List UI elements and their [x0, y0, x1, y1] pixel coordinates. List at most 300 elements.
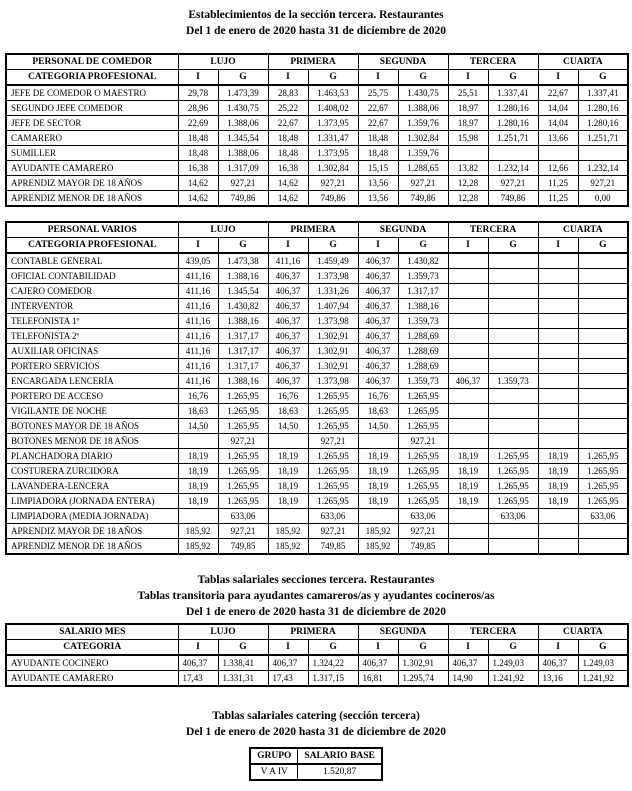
value-cell: 1.430,82: [218, 299, 268, 314]
value-cell: 1.388,16: [398, 299, 448, 314]
value-cell: 12,66: [538, 161, 578, 176]
page-title: Establecimientos de la sección tercera. Restaurantes: [188, 9, 444, 21]
value-cell: 927,21: [308, 434, 358, 449]
value-cell: 749,85: [398, 539, 448, 555]
group-header-cell: CUARTA: [538, 624, 628, 640]
row-label-cell: AYUDANTE CAMARERO: [6, 671, 178, 687]
subcol-header-cell: G: [398, 640, 448, 656]
value-cell: 22,67: [538, 85, 578, 101]
table-row: [6, 404, 628, 419]
row-label-cell: CONTABLE GENERAL: [6, 253, 178, 269]
value-cell: 18,19: [358, 494, 398, 509]
value-cell: [538, 434, 578, 449]
table-row: [6, 539, 628, 555]
row-label-cell: PORTERO SERVICIOS: [6, 359, 178, 374]
value-cell: [488, 419, 538, 434]
table-row: [6, 389, 628, 404]
value-cell: 1.337,41: [488, 85, 538, 101]
value-cell: 749,86: [488, 191, 538, 207]
value-cell: [448, 524, 488, 539]
value-cell: 1.373,98: [308, 374, 358, 389]
row-label-cell: SEGUNDO JEFE COMEDOR: [6, 101, 178, 116]
value-cell: 14,90: [448, 671, 488, 687]
value-cell: 18,97: [448, 101, 488, 116]
value-cell: 1.302,84: [308, 161, 358, 176]
value-cell: 1.232,14: [578, 161, 628, 176]
row-label-cell: INTERVENTOR: [6, 299, 178, 314]
value-cell: 927,21: [578, 176, 628, 191]
row-label-cell: AUXILIAR OFICINAS: [6, 344, 178, 359]
table-row: [6, 299, 628, 314]
value-cell: 406,37: [358, 284, 398, 299]
value-cell: 1.265,95: [308, 389, 358, 404]
table-row: [6, 449, 628, 464]
value-cell: [578, 524, 628, 539]
value-cell: 1.265,95: [308, 419, 358, 434]
value-cell: 22,67: [358, 116, 398, 131]
value-cell: 18,19: [178, 464, 218, 479]
value-cell: [578, 253, 628, 269]
value-cell: 14,62: [268, 176, 308, 191]
table-row: [6, 269, 628, 284]
value-cell: 1.280,16: [578, 101, 628, 116]
value-cell: [268, 434, 308, 449]
value-cell: [488, 524, 538, 539]
value-cell: 1.373,98: [308, 269, 358, 284]
value-cell: 633,06: [308, 509, 358, 524]
value-cell: 1.373,95: [308, 146, 358, 161]
value-cell: [488, 284, 538, 299]
value-cell: 411,16: [178, 359, 218, 374]
table-row: [6, 464, 628, 479]
value-cell: 12,28: [448, 176, 488, 191]
value-cell: 1.317,17: [218, 344, 268, 359]
value-cell: 1.388,06: [218, 116, 268, 131]
value-cell: 22,67: [358, 101, 398, 116]
value-cell: 14,50: [358, 419, 398, 434]
value-cell: [488, 404, 538, 419]
table-row: [6, 434, 628, 449]
group-header-cell: PRIMERA: [268, 222, 358, 238]
value-cell: 1.331,47: [308, 131, 358, 146]
table-row: [6, 101, 628, 116]
value-cell: 749,86: [218, 191, 268, 207]
row-label-cell: LIMPIADORA (MEDIA JORNADA): [6, 509, 178, 524]
value-cell: 411,16: [178, 329, 218, 344]
value-cell: [488, 299, 538, 314]
row-label-cell: CAMARERO: [6, 131, 178, 146]
value-cell: 406,37: [448, 374, 488, 389]
value-cell: 1.388,16: [218, 269, 268, 284]
value-cell: [448, 269, 488, 284]
value-cell: [538, 404, 578, 419]
table-row: [6, 524, 628, 539]
value-cell: 18,19: [358, 449, 398, 464]
value-cell: 927,21: [218, 176, 268, 191]
value-cell: 1.345,54: [218, 131, 268, 146]
value-cell: [488, 539, 538, 555]
value-cell: 1.280,16: [488, 101, 538, 116]
value-cell: [448, 404, 488, 419]
value-cell: 16,38: [268, 161, 308, 176]
category-header-cell: CATEGORIA: [6, 640, 178, 656]
value-cell: 1.265,95: [308, 404, 358, 419]
value-cell: 1.317,17: [218, 329, 268, 344]
subcol-header-cell: I: [178, 70, 218, 86]
value-cell: 18,19: [538, 479, 578, 494]
value-cell: 18,19: [268, 479, 308, 494]
table-row: [6, 85, 628, 101]
table-row: [6, 314, 628, 329]
value-cell: 633,06: [578, 509, 628, 524]
value-cell: [538, 359, 578, 374]
value-cell: 633,06: [398, 509, 448, 524]
table-row: [6, 374, 628, 389]
value-cell: 411,16: [178, 299, 218, 314]
value-cell: 28,83: [268, 85, 308, 101]
value-cell: 14,50: [268, 419, 308, 434]
value-cell: 406,37: [538, 655, 578, 671]
value-cell: 18,19: [538, 494, 578, 509]
value-cell: 12,28: [448, 191, 488, 207]
value-cell: [448, 299, 488, 314]
value-cell: [448, 389, 488, 404]
row-label-cell: JEFE DE COMEDOR O MAESTRO: [6, 85, 178, 101]
subcol-header-cell: G: [398, 70, 448, 86]
value-cell: 1.324,22: [308, 655, 358, 671]
value-cell: [578, 434, 628, 449]
value-cell: 1.520,87: [298, 764, 382, 780]
subcol-header-cell: I: [178, 640, 218, 656]
value-cell: 1.241,92: [488, 671, 538, 687]
value-cell: 18,97: [448, 116, 488, 131]
value-cell: 185,92: [268, 524, 308, 539]
value-cell: 1.338,41: [218, 655, 268, 671]
value-cell: 406,37: [178, 655, 218, 671]
value-cell: [578, 299, 628, 314]
value-cell: 1.388,16: [218, 374, 268, 389]
value-cell: 13,66: [538, 131, 578, 146]
value-cell: [488, 434, 538, 449]
value-cell: 18,48: [358, 131, 398, 146]
value-cell: 18,19: [538, 449, 578, 464]
value-cell: 927,21: [218, 434, 268, 449]
table-row: [6, 284, 628, 299]
value-cell: [538, 146, 578, 161]
category-header-cell: CATEGORIA PROFESIONAL: [6, 238, 178, 254]
value-cell: 18,63: [178, 404, 218, 419]
value-cell: 1.265,95: [218, 464, 268, 479]
value-cell: [578, 404, 628, 419]
value-cell: [578, 374, 628, 389]
value-cell: 1.359,73: [398, 269, 448, 284]
value-cell: [448, 329, 488, 344]
group-header-cell: LUJO: [178, 54, 268, 70]
header-row: [250, 748, 382, 764]
table-catering-grupo: [249, 747, 383, 781]
group-header-cell: CUARTA: [538, 222, 628, 238]
table-row: [6, 479, 628, 494]
value-cell: 406,37: [358, 359, 398, 374]
value-cell: V A IV: [250, 764, 298, 780]
group-header-cell: SEGUNDA: [358, 54, 448, 70]
value-cell: [178, 509, 218, 524]
value-cell: [538, 269, 578, 284]
group-header-cell: CUARTA: [538, 54, 628, 70]
value-cell: [538, 419, 578, 434]
value-cell: 1.265,95: [488, 449, 538, 464]
subcol-header-cell: G: [578, 70, 628, 86]
value-cell: 1.232,14: [488, 161, 538, 176]
value-cell: 1.359,76: [398, 146, 448, 161]
value-cell: [488, 253, 538, 269]
value-cell: 1.430,75: [218, 101, 268, 116]
value-cell: [578, 344, 628, 359]
section-heading-block: [5, 572, 627, 620]
value-cell: 1.317,17: [398, 284, 448, 299]
value-cell: [538, 374, 578, 389]
value-cell: 927,21: [398, 524, 448, 539]
value-cell: 633,06: [218, 509, 268, 524]
value-cell: 1.280,16: [578, 116, 628, 131]
value-cell: 29,78: [178, 85, 218, 101]
value-cell: [538, 253, 578, 269]
value-cell: 1.249,03: [488, 655, 538, 671]
table-row: [6, 191, 628, 207]
value-cell: 18,63: [268, 404, 308, 419]
value-cell: [448, 284, 488, 299]
value-cell: 927,21: [308, 524, 358, 539]
value-cell: 749,85: [218, 539, 268, 555]
value-cell: 18,48: [358, 146, 398, 161]
value-cell: [448, 253, 488, 269]
value-cell: 11,25: [538, 191, 578, 207]
value-cell: [578, 359, 628, 374]
value-cell: 18,19: [178, 449, 218, 464]
value-cell: 1.359,73: [398, 314, 448, 329]
subcol-header-cell: I: [358, 70, 398, 86]
value-cell: [578, 284, 628, 299]
subcol-header-cell: I: [358, 238, 398, 254]
subcol-header-cell: I: [358, 640, 398, 656]
subcol-header-cell: G: [578, 238, 628, 254]
value-cell: 1.302,91: [398, 655, 448, 671]
value-cell: 13,82: [448, 161, 488, 176]
value-cell: 1.317,09: [218, 161, 268, 176]
value-cell: 18,19: [448, 464, 488, 479]
value-cell: 406,37: [358, 655, 398, 671]
row-label-cell: LAVANDERA-LENCERA: [6, 479, 178, 494]
row-label-cell: PLANCHADORA DIARIO: [6, 449, 178, 464]
group-header-cell: SEGUNDA: [358, 624, 448, 640]
row-label-cell: PORTERO DE ACCESO: [6, 389, 178, 404]
value-cell: 1.407,94: [308, 299, 358, 314]
value-cell: 1.265,95: [488, 494, 538, 509]
value-cell: [488, 314, 538, 329]
value-cell: 1.265,95: [488, 464, 538, 479]
value-cell: 18,19: [448, 479, 488, 494]
value-cell: 18,19: [178, 494, 218, 509]
subcol-header-cell: I: [538, 640, 578, 656]
value-cell: 406,37: [268, 344, 308, 359]
row-label-cell: OFICIAL CONTABILIDAD: [6, 269, 178, 284]
value-cell: 14,50: [178, 419, 218, 434]
value-cell: [448, 434, 488, 449]
table-row: [6, 419, 628, 434]
value-cell: [448, 344, 488, 359]
value-cell: 1.265,95: [398, 479, 448, 494]
value-cell: 1.337,41: [578, 85, 628, 101]
value-cell: 1.265,95: [308, 449, 358, 464]
value-cell: 18,48: [268, 146, 308, 161]
subcol-header-cell: I: [538, 70, 578, 86]
value-cell: 18,19: [358, 479, 398, 494]
value-cell: 18,19: [268, 464, 308, 479]
value-cell: 1.265,95: [308, 494, 358, 509]
value-cell: [538, 299, 578, 314]
value-cell: 25,22: [268, 101, 308, 116]
value-cell: 1.302,91: [308, 359, 358, 374]
value-cell: 406,37: [448, 655, 488, 671]
value-cell: 18,19: [268, 449, 308, 464]
table-row: [6, 253, 628, 269]
value-cell: 411,16: [178, 374, 218, 389]
value-cell: 1.265,95: [398, 464, 448, 479]
value-cell: [448, 419, 488, 434]
value-cell: [538, 284, 578, 299]
value-cell: 1.302,84: [398, 131, 448, 146]
section-heading-block: [5, 708, 627, 740]
value-cell: 406,37: [358, 344, 398, 359]
value-cell: 1.317,15: [308, 671, 358, 687]
table-title-cell: PERSONAL DE COMEDOR: [6, 54, 178, 70]
value-cell: 15,15: [358, 161, 398, 176]
value-cell: 185,92: [178, 524, 218, 539]
row-label-cell: TELEFONISTA 2º: [6, 329, 178, 344]
value-cell: 1.265,95: [578, 464, 628, 479]
page-subtitle-daterange: Del 1 de enero de 2020 hasta 31 de diciembre de 2020: [186, 25, 446, 37]
value-cell: [538, 389, 578, 404]
value-cell: 16,76: [358, 389, 398, 404]
value-cell: 406,37: [358, 269, 398, 284]
value-cell: 1.331,31: [218, 671, 268, 687]
subheader-row: [6, 238, 628, 254]
value-cell: 749,86: [398, 191, 448, 207]
value-cell: 1.373,98: [308, 314, 358, 329]
table-row: [6, 146, 628, 161]
table-row: [6, 131, 628, 146]
value-cell: [578, 329, 628, 344]
value-cell: 1.302,91: [308, 344, 358, 359]
value-cell: 927,21: [398, 176, 448, 191]
value-cell: 18,19: [358, 464, 398, 479]
value-cell: [358, 434, 398, 449]
subcol-header-cell: G: [218, 238, 268, 254]
value-cell: 406,37: [358, 374, 398, 389]
value-cell: 406,37: [268, 655, 308, 671]
subcol-header-cell: I: [538, 238, 578, 254]
value-cell: 1.280,16: [488, 116, 538, 131]
group-header-row: [6, 54, 628, 70]
table-row: [6, 161, 628, 176]
value-cell: 1.288,69: [398, 359, 448, 374]
row-label-cell: APRENDIZ MAYOR DE 18 AÑOS: [6, 524, 178, 539]
group-header-cell: PRIMERA: [268, 624, 358, 640]
value-cell: 13,56: [358, 176, 398, 191]
value-cell: 13,16: [538, 671, 578, 687]
value-cell: 406,37: [268, 269, 308, 284]
value-cell: 406,37: [358, 329, 398, 344]
category-header-cell: CATEGORIA PROFESIONAL: [6, 70, 178, 86]
value-cell: 406,37: [358, 299, 398, 314]
subcol-header-cell: G: [488, 238, 538, 254]
value-cell: [178, 434, 218, 449]
table-row: [6, 344, 628, 359]
group-header-cell: TERCERA: [448, 54, 538, 70]
table-row: [6, 176, 628, 191]
subcol-header-cell: G: [488, 640, 538, 656]
value-cell: [488, 359, 538, 374]
value-cell: [538, 524, 578, 539]
group-header-cell: TERCERA: [448, 624, 538, 640]
table-row: [6, 116, 628, 131]
group-header-cell: LUJO: [178, 624, 268, 640]
subcol-header-cell: G: [308, 640, 358, 656]
table-row: [6, 671, 628, 687]
value-cell: [538, 344, 578, 359]
value-cell: 1.388,06: [398, 101, 448, 116]
value-cell: 1.251,71: [578, 131, 628, 146]
row-label-cell: AYUDANTE CAMARERO: [6, 161, 178, 176]
value-cell: [538, 539, 578, 555]
value-cell: 1.265,95: [218, 449, 268, 464]
value-cell: [578, 314, 628, 329]
value-cell: 14,62: [178, 191, 218, 207]
value-cell: 1.345,54: [218, 284, 268, 299]
value-cell: 1.463,53: [308, 85, 358, 101]
value-cell: 25,75: [358, 85, 398, 101]
value-cell: [538, 329, 578, 344]
value-cell: 1.430,75: [398, 85, 448, 101]
subcol-header-cell: I: [448, 70, 488, 86]
value-cell: [448, 509, 488, 524]
value-cell: 1.331,26: [308, 284, 358, 299]
value-cell: 927,21: [308, 176, 358, 191]
value-cell: 14,04: [538, 101, 578, 116]
value-cell: 18,19: [538, 464, 578, 479]
value-cell: 22,67: [268, 116, 308, 131]
value-cell: 439,05: [178, 253, 218, 269]
value-cell: 16,38: [178, 161, 218, 176]
value-cell: 14,62: [178, 176, 218, 191]
group-header-row: [6, 222, 628, 238]
value-cell: 18,48: [178, 131, 218, 146]
value-cell: 1.317,17: [218, 359, 268, 374]
value-cell: [578, 419, 628, 434]
subcol-header-cell: I: [268, 70, 308, 86]
row-label-cell: ENCARGADA LENCERÍA: [6, 374, 178, 389]
value-cell: [538, 314, 578, 329]
value-cell: 18,48: [268, 131, 308, 146]
value-cell: 1.265,95: [218, 494, 268, 509]
row-label-cell: BOTONES MAYOR DE 18 AÑOS: [6, 419, 178, 434]
value-cell: 1.295,74: [398, 671, 448, 687]
value-cell: 1.288,69: [398, 344, 448, 359]
subcol-header-cell: I: [448, 640, 488, 656]
row-label-cell: BOTONES MENOR DE 18 AÑOS: [6, 434, 178, 449]
value-cell: [488, 344, 538, 359]
subcol-header-cell: G: [398, 238, 448, 254]
